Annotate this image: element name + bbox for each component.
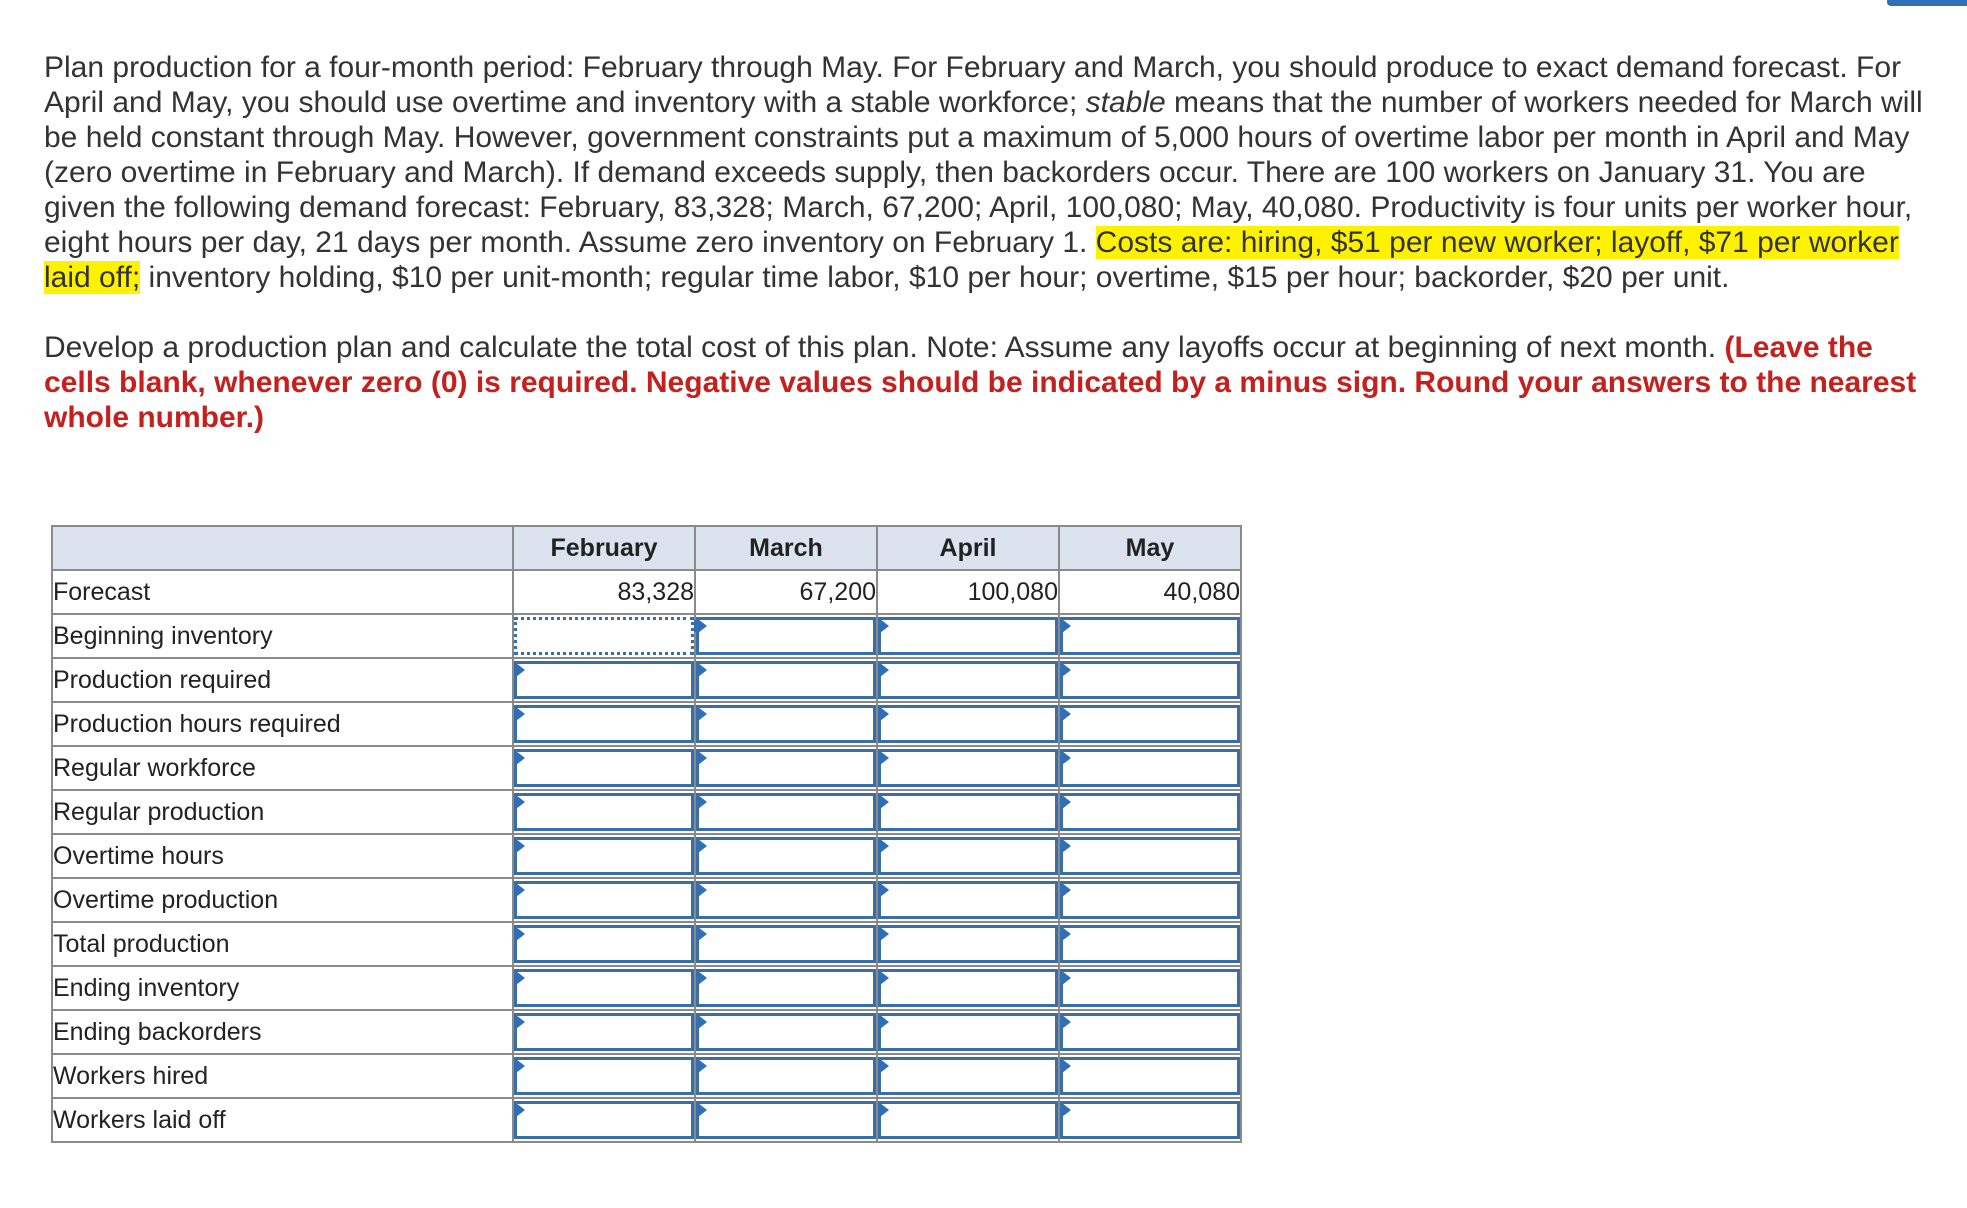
row-label: Overtime hours xyxy=(52,834,513,878)
answer-input[interactable] xyxy=(878,837,1058,875)
input-cell-wrapper xyxy=(695,746,877,790)
input-cell-wrapper xyxy=(695,922,877,966)
answer-input[interactable] xyxy=(514,969,694,1007)
input-cell-wrapper xyxy=(513,790,695,834)
month-header: February xyxy=(513,526,695,570)
table-row xyxy=(52,1010,1241,1054)
instructions xyxy=(44,330,1924,435)
input-marker-icon xyxy=(880,707,889,721)
row-label: Overtime production xyxy=(52,878,513,922)
input-cell-wrapper xyxy=(877,790,1059,834)
answer-input[interactable] xyxy=(1060,661,1240,699)
answer-input[interactable] xyxy=(514,749,694,787)
input-marker-icon xyxy=(698,927,707,941)
input-cell-wrapper xyxy=(1059,702,1241,746)
row-label: Beginning inventory xyxy=(52,614,513,658)
input-cell-wrapper xyxy=(513,922,695,966)
answer-input[interactable] xyxy=(514,661,694,699)
row-label: Forecast xyxy=(52,570,513,614)
input-cell-wrapper xyxy=(695,614,877,658)
answer-input[interactable] xyxy=(878,925,1058,963)
input-marker-icon xyxy=(880,883,889,897)
input-marker-icon xyxy=(1062,883,1071,897)
answer-input[interactable] xyxy=(1060,969,1240,1007)
input-cell-wrapper xyxy=(695,966,877,1010)
answer-input[interactable] xyxy=(1060,705,1240,743)
input-marker-icon xyxy=(698,1059,707,1073)
answer-input[interactable] xyxy=(696,837,876,875)
answer-input[interactable] xyxy=(1060,1101,1240,1139)
input-marker-icon xyxy=(698,1015,707,1029)
answer-input[interactable] xyxy=(696,1101,876,1139)
input-cell-wrapper xyxy=(1059,834,1241,878)
input-cell-wrapper xyxy=(695,1098,877,1142)
answer-input[interactable] xyxy=(878,749,1058,787)
answer-input[interactable] xyxy=(1060,881,1240,919)
input-marker-icon xyxy=(698,795,707,809)
input-marker-icon xyxy=(1062,619,1071,633)
answer-input[interactable] xyxy=(878,705,1058,743)
input-marker-icon xyxy=(880,1103,889,1117)
input-marker-icon xyxy=(880,619,889,633)
answer-input[interactable] xyxy=(1060,1013,1240,1051)
input-cell-wrapper xyxy=(1059,1054,1241,1098)
row-label: Workers laid off xyxy=(52,1098,513,1142)
input-marker-icon xyxy=(698,971,707,985)
production-plan-table xyxy=(51,525,1242,1143)
input-marker-icon xyxy=(516,1103,525,1117)
input-cell-wrapper xyxy=(1059,614,1241,658)
answer-input[interactable] xyxy=(514,1101,694,1139)
row-label: Ending inventory xyxy=(52,966,513,1010)
answer-input[interactable] xyxy=(696,661,876,699)
input-marker-icon xyxy=(880,751,889,765)
table-row xyxy=(52,966,1241,1010)
table-row xyxy=(52,658,1241,702)
answer-input[interactable] xyxy=(514,1057,694,1095)
corner-header xyxy=(52,526,513,570)
month-header: April xyxy=(877,526,1059,570)
input-cell-wrapper xyxy=(513,702,695,746)
table-row xyxy=(52,790,1241,834)
input-cell-wrapper xyxy=(877,702,1059,746)
intro-text: Plan production for a four-month period: February through May. For February and March, you should produce to exact demand forecast. For April and May, you should use overtime and inventory with a stable workforce; xyxy=(44,51,1902,119)
input-marker-icon xyxy=(1062,1103,1071,1117)
answer-input[interactable] xyxy=(878,617,1058,655)
costs-highlight-1: Costs are: hiring, $51 per new worker; layoff, $71 per worker laid off; xyxy=(44,226,1899,294)
header-row xyxy=(52,526,1241,570)
answer-input[interactable] xyxy=(696,705,876,743)
row-label: Regular production xyxy=(52,790,513,834)
costs-text-2: inventory holding, $10 per unit-month; xyxy=(140,261,653,294)
input-cell-wrapper xyxy=(877,834,1059,878)
input-marker-icon xyxy=(698,751,707,765)
input-marker-icon xyxy=(698,619,707,633)
input-marker-icon xyxy=(1062,1059,1071,1073)
input-marker-icon xyxy=(1062,971,1071,985)
stable-term: stable xyxy=(1085,86,1166,119)
input-cell-wrapper xyxy=(1059,966,1241,1010)
input-cell-wrapper xyxy=(1059,746,1241,790)
answer-input[interactable] xyxy=(878,1101,1058,1139)
table-row xyxy=(52,1054,1241,1098)
answer-input[interactable] xyxy=(696,749,876,787)
input-cell-wrapper xyxy=(877,878,1059,922)
answer-input[interactable] xyxy=(1060,793,1240,831)
input-cell-wrapper xyxy=(695,658,877,702)
input-cell-wrapper xyxy=(1059,922,1241,966)
answer-input[interactable] xyxy=(696,881,876,919)
answer-input[interactable] xyxy=(696,617,876,655)
answer-input[interactable] xyxy=(696,793,876,831)
forecast-value: 100,080 xyxy=(877,570,1059,614)
table-row xyxy=(52,878,1241,922)
table-row xyxy=(52,922,1241,966)
answer-input[interactable] xyxy=(514,925,694,963)
problem-paragraph xyxy=(44,50,1924,295)
answer-input[interactable] xyxy=(514,1013,694,1051)
input-cell-wrapper xyxy=(695,790,877,834)
row-label: Production required xyxy=(52,658,513,702)
input-marker-icon xyxy=(1062,707,1071,721)
input-marker-icon xyxy=(1062,839,1071,853)
input-marker-icon xyxy=(1062,927,1071,941)
input-cell-wrapper xyxy=(877,746,1059,790)
input-cell-wrapper xyxy=(1059,1010,1241,1054)
answer-input[interactable] xyxy=(696,969,876,1007)
input-cell-wrapper xyxy=(877,1098,1059,1142)
input-cell-wrapper xyxy=(877,922,1059,966)
answer-input[interactable] xyxy=(514,705,694,743)
answer-input[interactable] xyxy=(696,1057,876,1095)
instructions-text: Develop a production plan and calculate the total cost of this plan. Note: Assume any layoffs occur at beginning of next month. xyxy=(44,331,1725,364)
top-corner-tab[interactable] xyxy=(1887,0,1967,6)
input-marker-icon xyxy=(516,971,525,985)
input-cell-wrapper xyxy=(1059,878,1241,922)
table-row xyxy=(52,746,1241,790)
answer-input[interactable] xyxy=(1060,1057,1240,1095)
input-marker-icon xyxy=(698,707,707,721)
table-row xyxy=(52,702,1241,746)
input-marker-icon xyxy=(698,839,707,853)
row-label: Regular workforce xyxy=(52,746,513,790)
forecast-value: 67,200 xyxy=(695,570,877,614)
answer-input[interactable] xyxy=(514,881,694,919)
input-marker-icon xyxy=(1062,1015,1071,1029)
answer-input[interactable] xyxy=(1060,749,1240,787)
input-cell-wrapper xyxy=(513,1054,695,1098)
input-cell-wrapper xyxy=(695,702,877,746)
row-label: Total production xyxy=(52,922,513,966)
input-marker-icon xyxy=(698,1103,707,1117)
input-marker-icon xyxy=(880,971,889,985)
input-marker-icon xyxy=(516,883,525,897)
input-cell-wrapper xyxy=(695,1010,877,1054)
input-cell-wrapper xyxy=(1059,658,1241,702)
input-cell-wrapper xyxy=(513,834,695,878)
row-label: Production hours required xyxy=(52,702,513,746)
input-cell-wrapper xyxy=(1059,1098,1241,1142)
input-marker-icon xyxy=(880,839,889,853)
input-rows xyxy=(52,614,1241,1142)
input-cell-wrapper xyxy=(695,1054,877,1098)
input-marker-icon xyxy=(516,707,525,721)
input-cell-wrapper xyxy=(877,1010,1059,1054)
table-row xyxy=(52,1098,1241,1142)
input-cell-wrapper xyxy=(513,966,695,1010)
input-marker-icon xyxy=(880,927,889,941)
answer-input[interactable] xyxy=(1060,925,1240,963)
input-marker-icon xyxy=(880,1015,889,1029)
intro-text-cont: means that the number of workers needed for March will be held constant through May. However, government constraints put a maximum of 5,000 hours of overtime labor per month in April and May (zero overtime in February and March). If demand exceeds supply, then backorders occur. There are 100 workers on January 31. You are given the following demand forecast: February, 83,328; March, 67,200; April, 100,080; May, 40,080. Productivity is four units per worker hour, eight hours per day, 21 days per month. Assume zero inventory on February 1. xyxy=(44,86,1923,259)
answer-input[interactable] xyxy=(514,793,694,831)
answer-input[interactable] xyxy=(514,837,694,875)
table-row xyxy=(52,834,1241,878)
forecast-value: 83,328 xyxy=(513,570,695,614)
answer-input[interactable] xyxy=(878,793,1058,831)
answer-input[interactable] xyxy=(696,925,876,963)
input-marker-icon xyxy=(698,883,707,897)
input-marker-icon xyxy=(880,795,889,809)
problem-statement xyxy=(44,50,1924,435)
answer-input[interactable] xyxy=(878,1013,1058,1051)
costs-text-3: regular time labor, $10 per hour; overtime, $15 per hour; backorder, $20 per unit. xyxy=(652,261,1730,294)
answer-input[interactable] xyxy=(878,1057,1058,1095)
input-cell-wrapper xyxy=(513,658,695,702)
input-cell-wrapper xyxy=(877,1054,1059,1098)
input-marker-icon xyxy=(880,663,889,677)
input-cell-wrapper xyxy=(513,746,695,790)
input-cell-wrapper xyxy=(513,1098,695,1142)
input-marker-icon xyxy=(516,795,525,809)
answer-input[interactable] xyxy=(878,881,1058,919)
month-header: May xyxy=(1059,526,1241,570)
input-marker-icon xyxy=(880,1059,889,1073)
input-cell-wrapper xyxy=(1059,790,1241,834)
input-marker-icon xyxy=(1062,751,1071,765)
month-header: March xyxy=(695,526,877,570)
row-label: Ending backorders xyxy=(52,1010,513,1054)
input-cell-wrapper xyxy=(877,966,1059,1010)
answer-input[interactable] xyxy=(1060,617,1240,655)
input-cell-wrapper xyxy=(877,614,1059,658)
forecast-row xyxy=(52,570,1241,614)
answer-input[interactable] xyxy=(696,1013,876,1051)
input-marker-icon xyxy=(516,1015,525,1029)
input-cell-wrapper xyxy=(695,834,877,878)
forecast-value: 40,080 xyxy=(1059,570,1241,614)
instructions-note: (Leave the cells blank, whenever zero (0) is required. Negative values should be indicated by a minus sign. Round your answers to the nearest whole number.) xyxy=(44,331,1917,434)
input-cell-wrapper xyxy=(877,658,1059,702)
input-marker-icon xyxy=(1062,663,1071,677)
input-marker-icon xyxy=(516,839,525,853)
input-cell-wrapper xyxy=(513,878,695,922)
answer-input[interactable] xyxy=(1060,837,1240,875)
input-marker-icon xyxy=(516,751,525,765)
input-cell-wrapper xyxy=(695,878,877,922)
input-marker-icon xyxy=(516,1059,525,1073)
input-cell-wrapper xyxy=(513,1010,695,1054)
input-marker-icon xyxy=(516,927,525,941)
input-marker-icon xyxy=(698,663,707,677)
answer-input[interactable] xyxy=(878,661,1058,699)
answer-input[interactable] xyxy=(878,969,1058,1007)
input-marker-icon xyxy=(516,663,525,677)
table-row xyxy=(52,614,1241,658)
row-label: Workers hired xyxy=(52,1054,513,1098)
input-marker-icon xyxy=(1062,795,1071,809)
input-cell-wrapper xyxy=(513,614,695,658)
answer-input[interactable] xyxy=(514,617,694,655)
